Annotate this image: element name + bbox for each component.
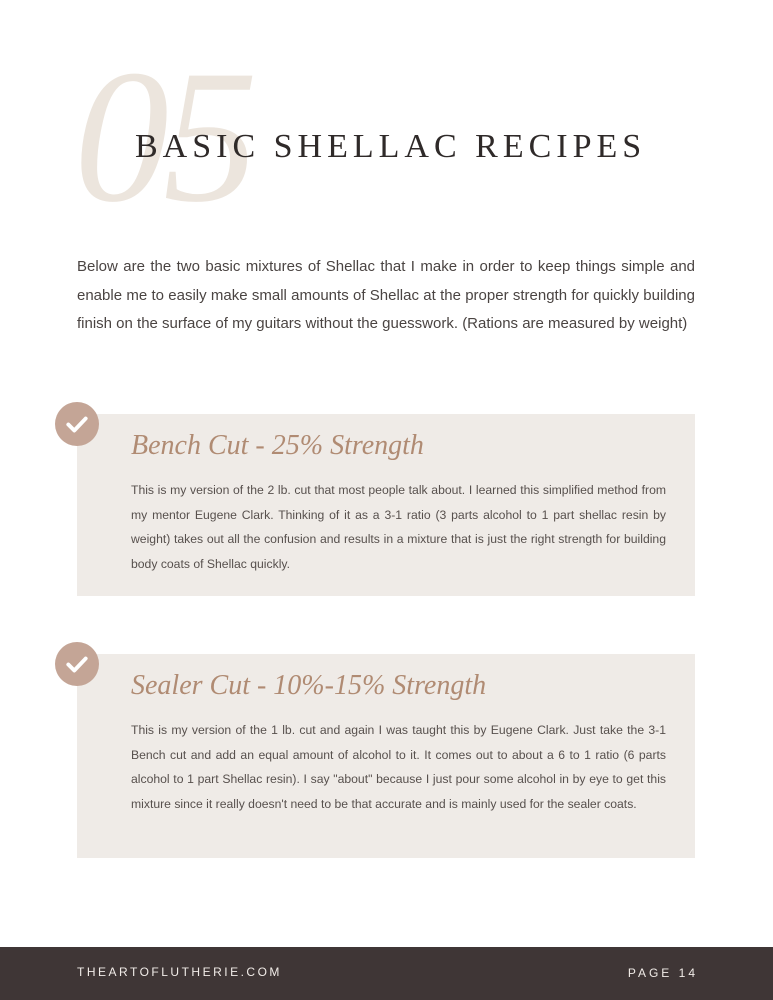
checkmark-badge: [55, 402, 99, 446]
recipe-card-bench-cut: [77, 414, 695, 596]
recipe-title: Bench Cut - 25% Strength: [131, 430, 424, 461]
checkmark-icon: [64, 651, 90, 677]
footer: [0, 947, 773, 1000]
recipe-title: Sealer Cut - 10%-15% Strength: [131, 670, 487, 701]
page-title: BASIC SHELLAC RECIPES: [135, 128, 647, 165]
checkmark-icon: [64, 411, 90, 437]
checkmark-badge: [55, 642, 99, 686]
recipe-description: This is my version of the 1 lb. cut and again I was taught this by Eugene Clark. Just take the 3-1 Bench cut and add an equal amount of alcohol to it. It comes out to about a 6 to 1 ratio (6 parts alcohol to 1 part Shellac resin). I say "about" because I just pour some alcohol in by eye to get this mixture since it really doesn't need to be that accurate and is mainly used for the sealer coats.: [131, 723, 666, 811]
chapter-number: 05: [74, 32, 252, 242]
footer-website-link[interactable]: THEARTOFLUTHERIE.COM: [77, 965, 282, 979]
page-number: PAGE 14: [627, 966, 698, 980]
recipe-card-sealer-cut: [77, 654, 695, 858]
recipe-description: This is my version of the 2 lb. cut that most people talk about. I learned this simplified method from my mentor Eugene Clark. Thinking of it as a 3-1 ratio (3 parts alcohol to 1 part shellac resin by weight) takes out all the confusion and results in a mixture that is just the right strength for building body coats of Shellac quickly.: [131, 483, 666, 571]
intro-paragraph: Below are the two basic mixtures of Shellac that I make in order to keep things simple and enable me to easily make small amounts of Shellac at the proper strength for quickly building finish on the surface of my guitars without the guesswork. (Rations are measured by weight): [77, 258, 695, 332]
